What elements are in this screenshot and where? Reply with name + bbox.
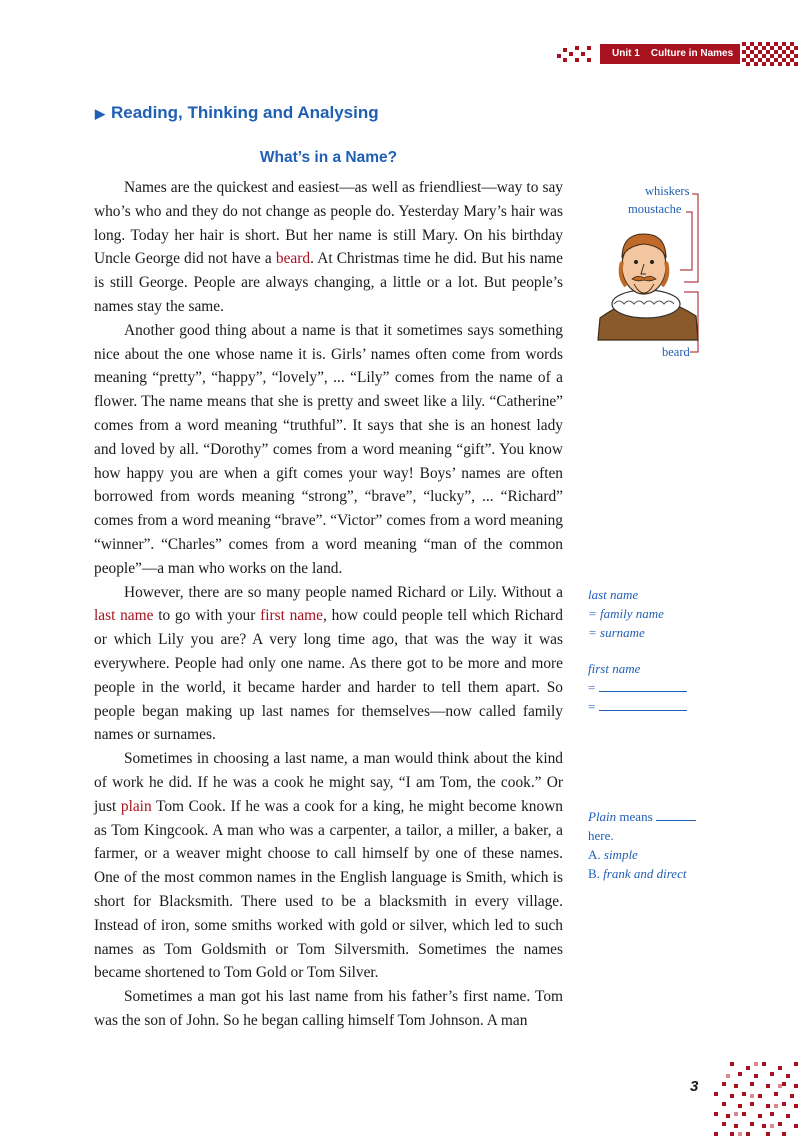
unit-label: Unit 1 bbox=[612, 48, 640, 59]
text-segment: However, there are so many people named Richard or Lily. Without a bbox=[124, 583, 563, 601]
article-body bbox=[94, 176, 563, 1033]
first-name-blank-2[interactable] bbox=[599, 699, 687, 711]
note-last-name-line2: = surname bbox=[588, 625, 645, 640]
label-moustache: moustache bbox=[628, 202, 682, 216]
text-segment: Sometimes a man got his last name from his father’s first name. Tom was the son of John. So he began calling himself Tom Johnson. A man bbox=[94, 988, 563, 1029]
section-heading bbox=[95, 103, 379, 123]
label-whiskers: whiskers bbox=[645, 184, 690, 198]
label-beard: beard bbox=[662, 345, 690, 359]
text-segment: Sometimes in choosing a last name, a man would think about the kind of work he did. If he was a cook he might say, “I am Tom, the cook.” Or just bbox=[94, 750, 563, 815]
text-segment: Tom Cook. If he was a cook for a king, he might become known as Tom Kingcook. A man who was a carpenter, a tailor, a miller, a baker, a farmer, or a weaver might choose to call himself by one of these names. One of the most common names in the English language is Smith, which is short for Blacksmith. There used to be a blacksmith in every village. Instead of iron, some smiths worked with gold or silver, which led to such names as Tom Goldsmith or Tom Silversmith. Sometimes the names became shortened to Tom Gold or Tom Silver. bbox=[94, 797, 563, 982]
paragraph bbox=[94, 747, 563, 985]
text-segment: to go with your bbox=[153, 607, 261, 625]
note-first-name-term: first name bbox=[588, 661, 641, 676]
note-plain bbox=[588, 807, 696, 883]
paragraph bbox=[94, 985, 563, 1033]
keyword-beard: beard bbox=[275, 250, 311, 268]
unit-header-bar bbox=[600, 44, 740, 64]
unit-title: Culture in Names bbox=[650, 48, 734, 59]
plain-blank[interactable] bbox=[656, 809, 696, 821]
note-plain-option-b: frank and direct bbox=[603, 866, 687, 881]
text-segment: Names are the quickest and easiest—as well as friendliest—way to say who’s who and they do not change as people do. Yesterday Mary’s hair was long. Today her hair is short. But her name is still Mary. On his birthday Uncle George did not have a bbox=[94, 179, 563, 268]
note-plain-rest: means bbox=[616, 809, 653, 824]
article-title: What’s in a Name? bbox=[259, 149, 398, 166]
keyword-first-name: first name bbox=[260, 607, 323, 625]
paragraph bbox=[94, 176, 563, 319]
note-last-name bbox=[588, 585, 664, 642]
text-segment: , how could people tell which Richard or which Lily you are? A very long time ago, that was the way it was everywhere. People had only one name. As there got to be more and more people in the world, it became harder and harder to tell them apart. So people began making up last names for themselves—now called family names or surnames. bbox=[94, 607, 563, 744]
keyword-plain: plain bbox=[120, 797, 152, 815]
note-plain-option-b-letter: B. bbox=[588, 866, 600, 881]
note-plain-option-a-letter: A. bbox=[588, 847, 601, 862]
note-first-name-eq2: = bbox=[588, 699, 596, 714]
text-segment: . At Christmas time he did. But his name is still George. People are always changing, a little or a lot. But people’s names stay the same. bbox=[94, 250, 563, 315]
note-first-name bbox=[588, 659, 687, 716]
note-first-name-eq1: = bbox=[588, 680, 596, 695]
note-plain-option-a: simple bbox=[603, 847, 638, 862]
note-last-name-line1: = family name bbox=[588, 606, 664, 621]
footer-checker-pattern bbox=[710, 1062, 800, 1138]
triangle-bullet-icon: ▶ bbox=[95, 106, 105, 121]
note-last-name-term: last name bbox=[588, 587, 639, 602]
paragraph bbox=[94, 319, 563, 581]
section-heading-text: Reading, Thinking and Analysing bbox=[111, 103, 379, 122]
header-checker-pattern bbox=[742, 42, 800, 66]
keyword-last-name: last name bbox=[94, 607, 154, 625]
first-name-blank-1[interactable] bbox=[599, 680, 687, 692]
paragraph bbox=[94, 581, 563, 748]
note-plain-word: Plain bbox=[588, 809, 617, 824]
text-segment: Another good thing about a name is that it sometimes says something nice about the one whose name it is. Girls’ names often come from words meaning “pretty”, “happy”, “lovely”, ... “Lily” comes from the name of a flower. The name means that she is pretty and sweet like a lily. “Catherine” comes from a word meaning “truthful”. It says that she is an honest lady and loved by all. “Dorothy” comes from a word meaning “gift”. You know how happy you are when a gift comes your way! Boys’ names are often borrowed from words meaning “strong”, “brave”, “lucky”, ... “Richard” comes from a word meaning “brave”. “Victor” comes from a word meaning “winner”. “Charles” comes from a word meaning “man of the common people”—a man who works on the land. bbox=[94, 321, 563, 577]
note-plain-here: here. bbox=[588, 828, 614, 843]
header-pattern-left bbox=[555, 42, 595, 66]
page-number: 3 bbox=[690, 1078, 699, 1095]
